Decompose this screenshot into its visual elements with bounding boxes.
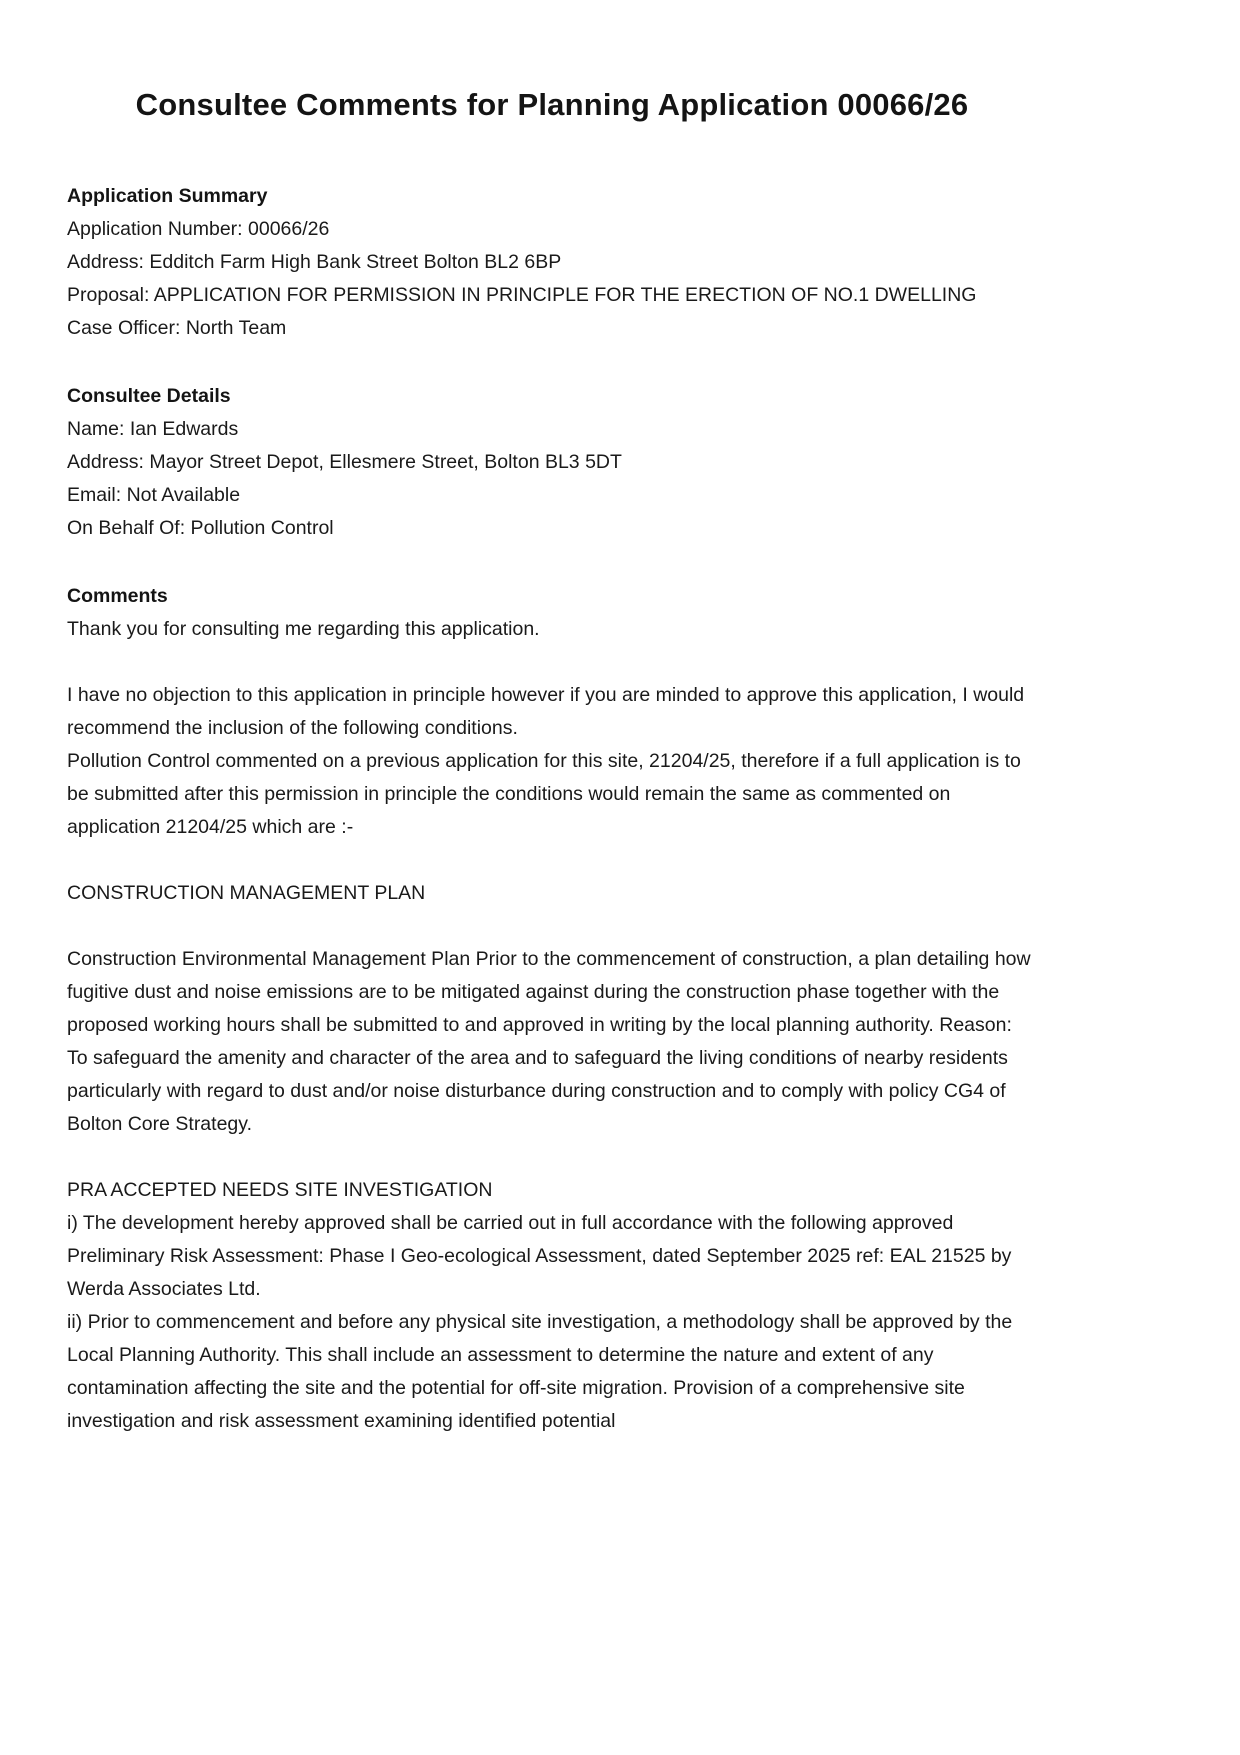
comments-heading: Comments: [67, 585, 168, 607]
comments-paragraph-no-objection: I have no objection to this application in principle however if you are minded to approve this application, I would recommend the inclusion of the following conditions.: [67, 684, 1025, 739]
application-summary-section: [67, 180, 1037, 345]
comments-paragraph-thank-you: Thank you for consulting me regarding this application.: [67, 618, 540, 640]
consultee-email-line: Email: Not Available: [67, 484, 241, 506]
comments-section: [67, 580, 1037, 1438]
application-number-line: Application Number: 00066/26: [67, 218, 330, 240]
consultee-details-section: [67, 380, 1037, 545]
proposal-line: Proposal: APPLICATION FOR PERMISSION IN PRINCIPLE FOR THE ERECTION OF NO.1 DWELLING: [67, 284, 977, 306]
comments-paragraph-condition-ii: ii) Prior to commencement and before any physical site investigation, a methodology shall be approved by the Local Planning Authority. This shall include an assessment to determine the nature and extent of any contamination affecting the site and the potential for off-site migration. Provision of a comprehensive site investigation and risk assessment examining identified potential: [67, 1311, 1013, 1432]
comments-paragraph-construction-plan-condition: Construction Environmental Management Plan Prior to the commencement of construction, a plan detailing how fugitive dust and noise emissions are to be mitigated against during the construction phase together with the proposed working hours shall be submitted to and approved in writing by the local planning authority. Reason: To safeguard the amenity and character of the area and to safeguard the living conditions of nearby residents particularly with regard to dust and/or noise disturbance during construction and to comply with policy CG4 of Bolton Core Strategy.: [67, 948, 1031, 1135]
comments-paragraph-condition-i: i) The development hereby approved shall be carried out in full accordance with the following approved Preliminary Risk Assessment: Phase I Geo-ecological Assessment, dated September 2025 ref: EAL 21525 by Werda Associates Ltd.: [67, 1212, 1012, 1300]
application-summary-heading: Application Summary: [67, 185, 268, 207]
site-address-line: Address: Edditch Farm High Bank Street Bolton BL2 6BP: [67, 251, 562, 273]
comments-subheading-pra-site-investigation: PRA ACCEPTED NEEDS SITE INVESTIGATION: [67, 1179, 493, 1201]
consultee-details-heading: Consultee Details: [67, 385, 231, 407]
comments-subheading-construction-management-plan: CONSTRUCTION MANAGEMENT PLAN: [67, 882, 426, 904]
comments-paragraph-previous-application: Pollution Control commented on a previous application for this site, 21204/25, therefore if a full application is to be submitted after this permission in principle the conditions would remain the same as commented on application 21204/25 which are :-: [67, 750, 1021, 838]
document-title: Consultee Comments for Planning Application 00066/26: [135, 87, 969, 122]
consultee-name-line: Name: Ian Edwards: [67, 418, 239, 440]
on-behalf-of-line: On Behalf Of: Pollution Control: [67, 517, 334, 539]
consultee-address-line: Address: Mayor Street Depot, Ellesmere Street, Bolton BL3 5DT: [67, 451, 622, 473]
case-officer-line: Case Officer: North Team: [67, 317, 287, 339]
